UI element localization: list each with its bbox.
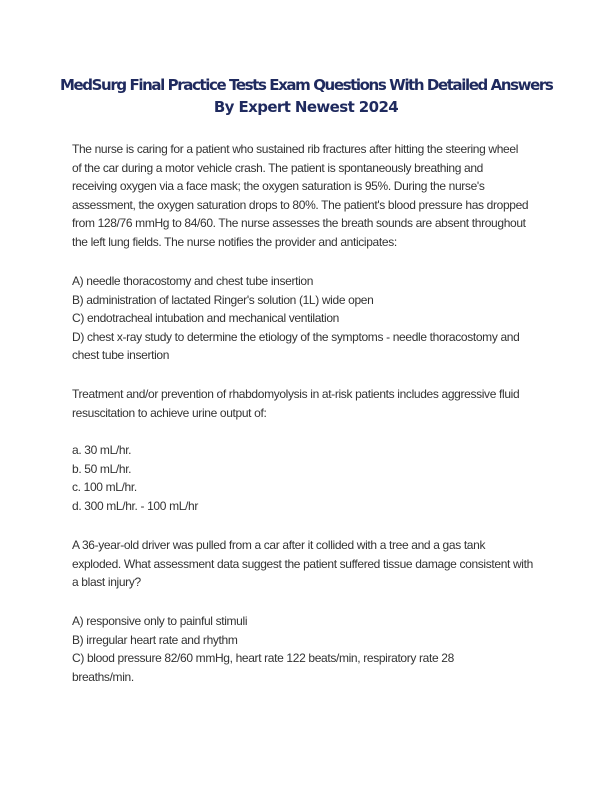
stem-line: receiving oxygen via a face mask; the oxygen saturation is 95%. During the nurse's <box>72 179 485 194</box>
answer-option: C) blood pressure 82/60 mmHg, heart rate 122 beats/min, respiratory rate 28 <box>72 651 454 666</box>
answer-option: D) chest x-ray study to determine the etiology of the symptoms - needle thoracostomy and <box>72 329 520 344</box>
stem-line: The nurse is caring for a patient who sustained rib fractures after hitting the steering wheel <box>72 142 519 156</box>
document-title <box>60 74 552 118</box>
answer-option: d. 300 mL/hr. - 100 mL/hr <box>72 498 198 513</box>
question-2-stem <box>72 385 544 422</box>
question-3-stem <box>72 536 544 592</box>
answer-option: b. 50 mL/hr. <box>72 461 132 476</box>
stem-line: A 36-year-old driver was pulled from a car after it collided with a tree and a gas tank <box>72 538 486 552</box>
stem-line: of the car during a motor vehicle crash. The patient is spontaneously breathing and <box>72 160 483 175</box>
stem-line: resuscitation to achieve urine output of: <box>72 405 267 420</box>
stem-line: Treatment and/or prevention of rhabdomyolysis in at-risk patients includes aggressive fluid <box>72 387 520 401</box>
answer-option: B) administration of lactated Ringer's solution (1L) wide open <box>72 292 374 307</box>
stem-line: a blast injury? <box>72 575 141 590</box>
answer-option: c. 100 mL/hr. <box>72 480 137 495</box>
answer-option: a. 30 mL/hr. <box>72 443 132 457</box>
answer-option: breaths/min. <box>72 669 134 684</box>
answer-option: B) irregular heart rate and rhythm <box>72 632 238 647</box>
stem-line: from 128/76 mmHg to 84/60. The nurse assesses the breath sounds are absent throughout <box>72 216 526 231</box>
answer-option: chest tube insertion <box>72 348 170 363</box>
answer-option: C) endotracheal intubation and mechanical ventilation <box>72 311 339 326</box>
stem-line: the left lung fields. The nurse notifies the provider and anticipates: <box>72 234 397 249</box>
stem-line: exploded. What assessment data suggest the patient suffered tissue damage consistent with <box>72 556 533 571</box>
question-2-options <box>72 441 544 515</box>
answer-option: A) needle thoracostomy and chest tube insertion <box>72 274 314 288</box>
question-1-options <box>72 272 544 365</box>
answer-option: A) responsive only to painful stimuli <box>72 614 248 628</box>
question-3-options <box>72 612 544 686</box>
stem-line: assessment, the oxygen saturation drops to 80%. The patient's blood pressure has dropped <box>72 197 529 212</box>
question-1-stem <box>72 140 544 252</box>
title-line-1: MedSurg Final Practice Tests Exam Questions With Detailed Answers <box>60 76 553 94</box>
title-line-2: By Expert Newest 2024 <box>213 98 399 116</box>
